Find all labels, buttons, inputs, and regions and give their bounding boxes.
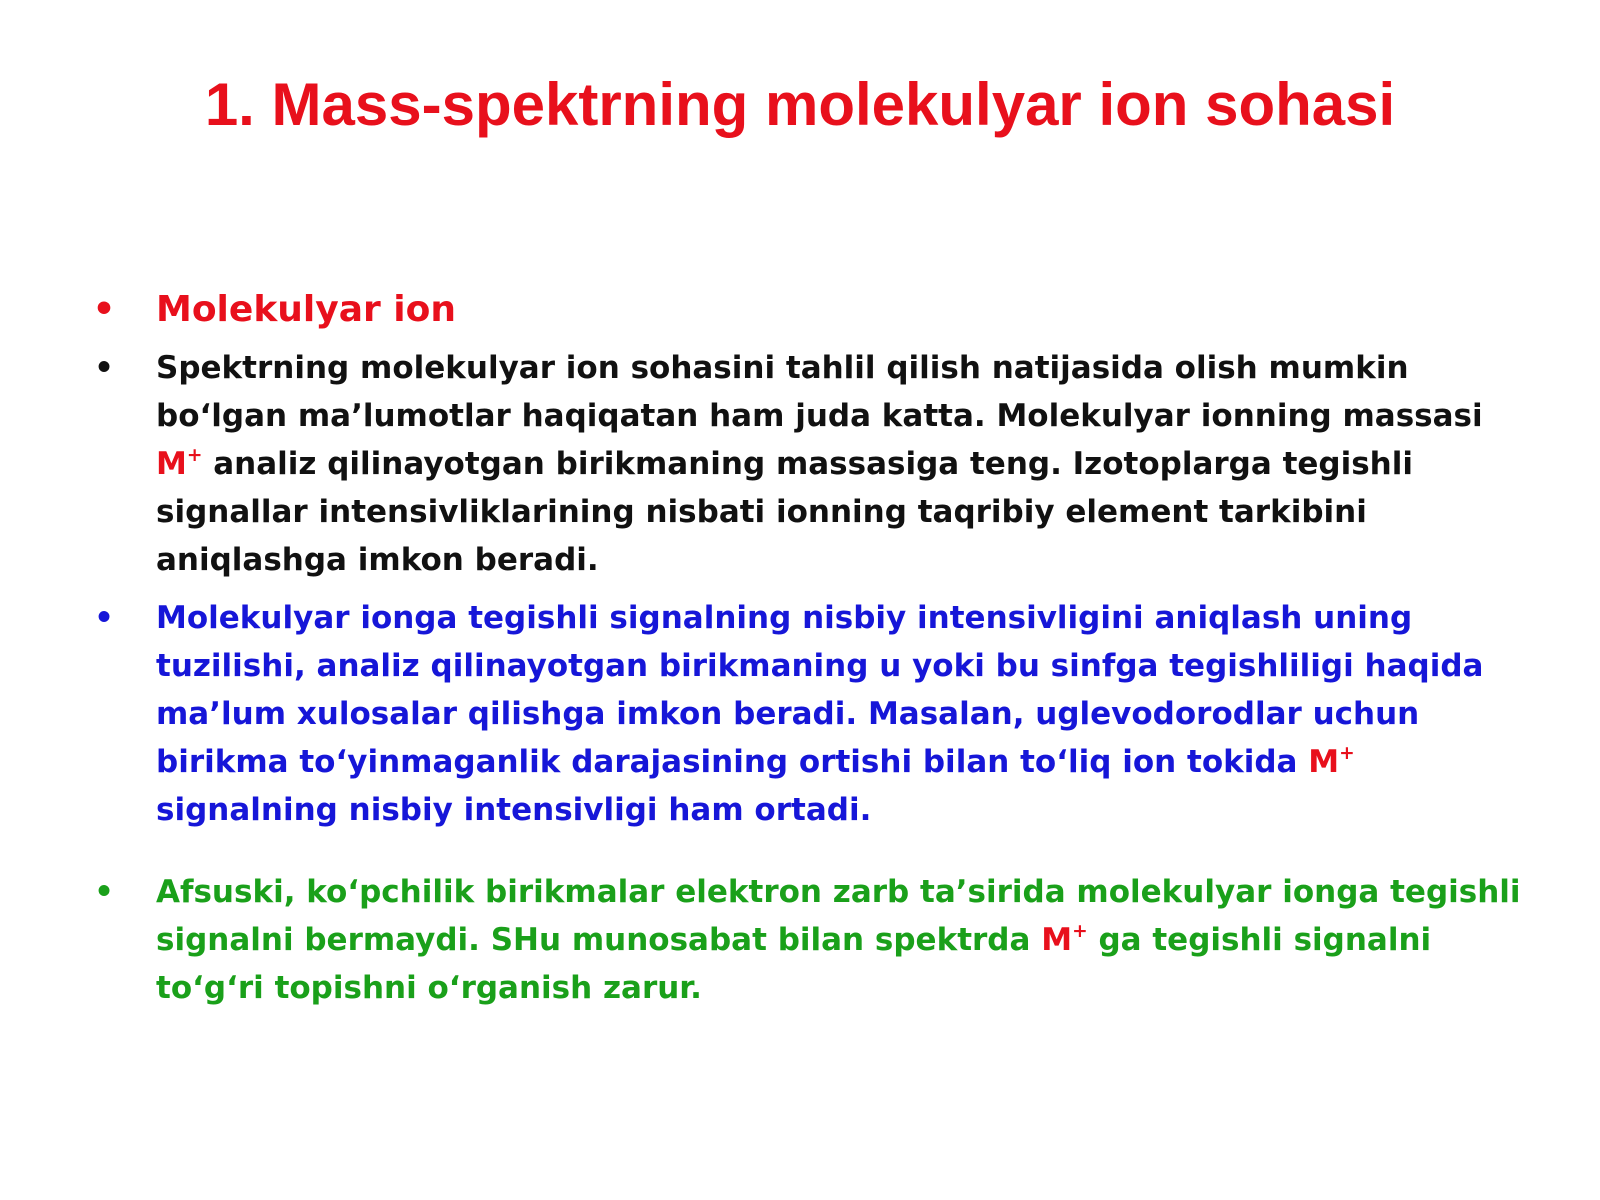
m-plus-sup: + — [1072, 920, 1088, 942]
bullet-dot-icon: • — [94, 350, 114, 386]
m-plus-sup: + — [1339, 742, 1355, 764]
paragraph-text: analiz qilinayotgan birikmaning massasiga teng. Izotoplarga tegishli signallar intensivliklarining nisbati ionning taqribiy element tarkibini aniqlashga imkon beradi. — [156, 446, 1413, 578]
bullet-item-paragraph — [92, 344, 1522, 584]
m-plus-base: M — [156, 446, 187, 482]
m-plus-base: M — [1041, 922, 1073, 958]
m-plus-symbol — [1308, 744, 1354, 780]
bullet-heading-text: Molekulyar ion — [156, 289, 456, 330]
bullet-dot-icon: • — [94, 600, 114, 636]
bullet-item-heading — [92, 286, 1522, 334]
m-plus-base: M — [1308, 744, 1340, 780]
paragraph-text: ga tegishli signalni to‘g‘ri topishni o‘rganish zarur. — [156, 922, 1432, 1006]
bullet-item-paragraph — [92, 868, 1522, 1012]
m-plus-sup: + — [186, 444, 203, 466]
paragraph-text: Afsuski, ko‘pchilik birikmalar elektron zarb ta’sirida molekulyar ionga tegishli signalni bermaydi. SHu munosabat bilan spektrda — [156, 874, 1521, 958]
paragraph-text: Molekulyar ionga tegishli signalning nisbiy intensivligini aniqlash uning tuzilishi, analiz qilinayotgan birikmaning u yoki bu sinfga tegishliligi haqida ma’lum xulosalar qilishga imkon beradi. Masalan, uglevodorodlar uchun birikma to‘yinmaganlik darajasining ortishi bilan to‘liq ion tokida — [156, 600, 1484, 780]
bullet-dot-icon: • — [94, 874, 114, 910]
paragraph-text: Spektrning molekulyar ion sohasini tahlil qilish natijasida olish mumkin bo‘lgan ma’lumotlar haqiqatan ham juda katta. Molekulyar ionning massasi — [156, 350, 1483, 434]
m-plus-symbol — [1041, 922, 1087, 958]
paragraph-text: signalning nisbiy intensivligi ham ortadi. — [156, 792, 872, 828]
m-plus-symbol — [156, 446, 202, 482]
bullet-dot-icon: • — [92, 289, 116, 330]
slide-title: 1. Mass-spektrning molekulyar ion sohasi — [204, 71, 1396, 138]
bullet-list — [92, 286, 1522, 1012]
bullet-item-paragraph — [92, 594, 1522, 834]
